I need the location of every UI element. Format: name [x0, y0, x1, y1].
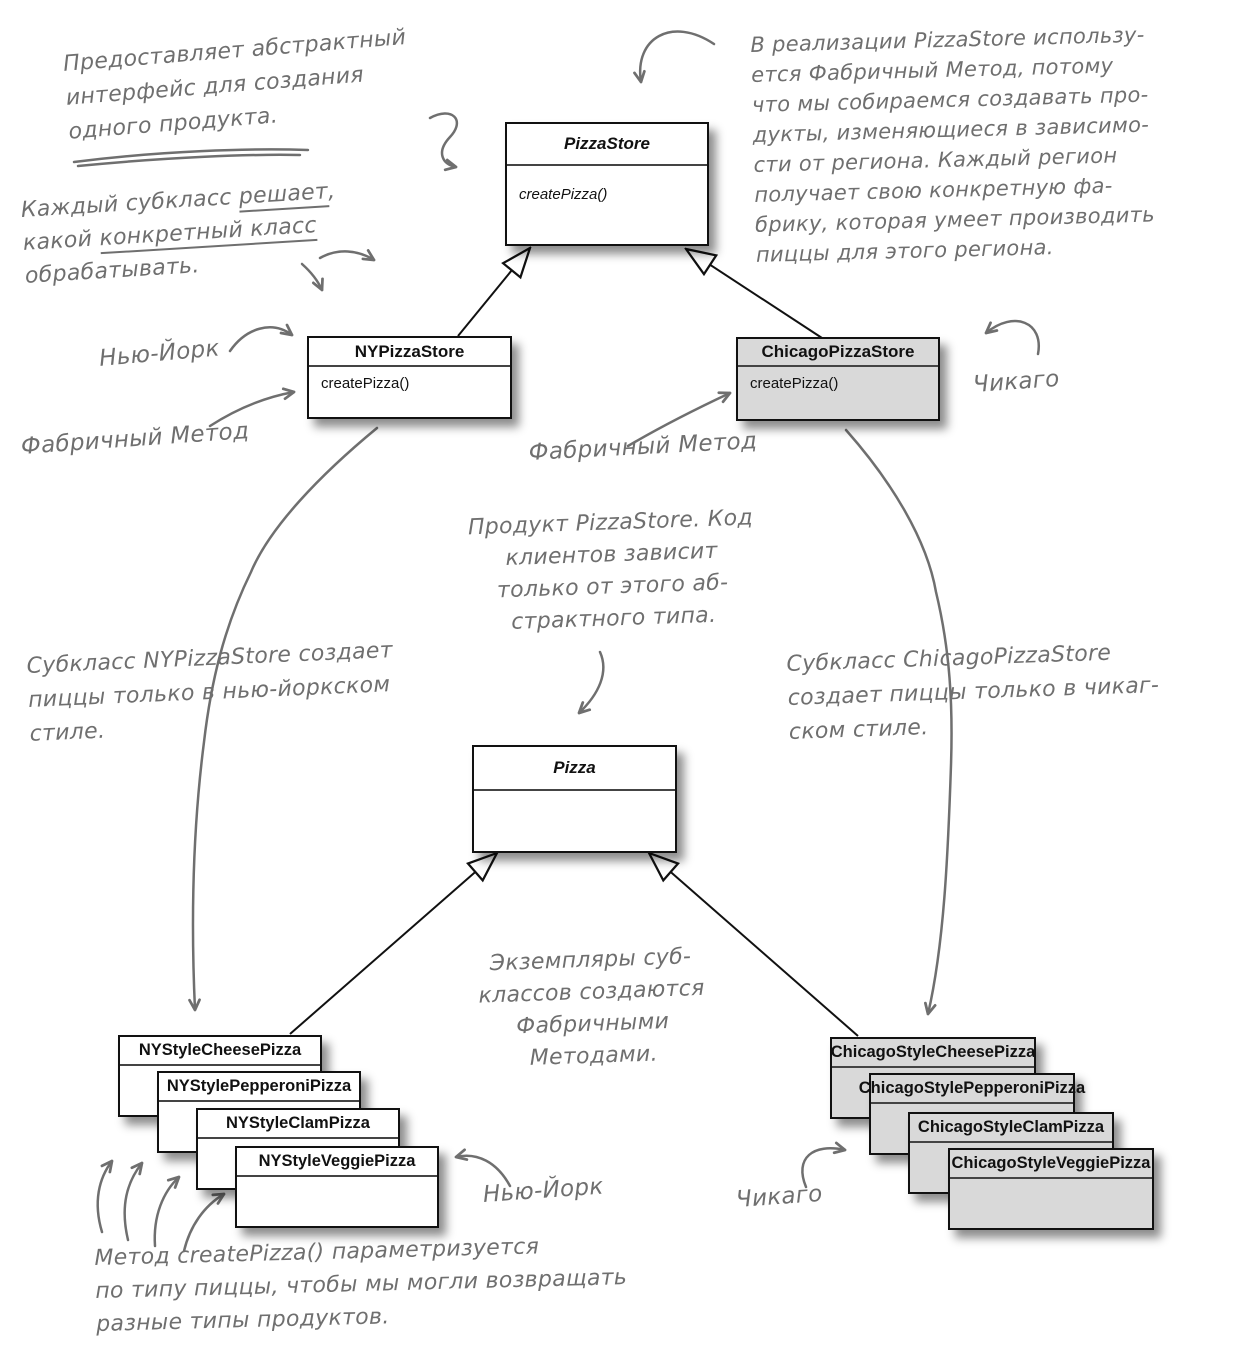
class-nystyleveggiepizza	[235, 1146, 439, 1228]
fan-arrow-1	[98, 1161, 112, 1232]
arrow-from-factoryimpl-note	[640, 32, 714, 82]
arrow-product-to-pizza	[579, 652, 603, 713]
arrow-to-pizzastore	[430, 114, 457, 167]
class-title: PizzaStore	[507, 124, 707, 166]
class-title: ChicagoStyleCheesePizza	[832, 1039, 1034, 1068]
annotation-factory-method-left: Фабричный Метод	[20, 418, 250, 460]
class-pizzastore	[505, 122, 709, 246]
class-title: NYStyleCheesePizza	[120, 1037, 320, 1066]
method-createpizza: createPizza()	[321, 375, 410, 392]
annotation-decides: Каждый субкласс решает, какой конкретный класс обрабатывать.	[20, 178, 337, 289]
annotation-chicago-label-bottom: Чикаго	[735, 1180, 824, 1213]
annotation-ny-subclass: Субкласс NYPizzaStore создает пиццы только в нью-йоркском стиле.	[26, 638, 394, 747]
fan-arrow-3	[155, 1177, 179, 1246]
class-title: ChicagoStylePepperoniPizza	[871, 1075, 1073, 1104]
annotation-instances: Экземпляры суб- классов создаются Фабричными Методами.	[478, 944, 706, 1071]
annotation-chicago-label-top: Чикаго	[972, 365, 1061, 398]
class-title: Pizza	[474, 747, 675, 791]
method-createpizza: createPizza()	[750, 375, 839, 392]
annotation-factory-impl: В реализации PizzaStore использу- ется Фабричный Метод, потому что мы собираемся создавать про- дукты, изменяющиеся в зависимо- сти от региона. Каждый регион получает свою конкретную фа- брику, которая умеет производить пиццы для этого региона.	[750, 22, 1156, 267]
class-title: ChicagoStyleVeggiePizza	[950, 1150, 1152, 1179]
annotation-factory-method-mid: Фабричный Метод	[528, 428, 758, 466]
annotation-provides: Предоставляет абстрактный интерфейс для создания одного продукта.	[62, 25, 407, 145]
inherit-line-nystore-pizzastore	[458, 248, 530, 336]
annotation-product: Продукт PizzaStore. Код клиентов зависит только от этого аб- страктного типа.	[467, 505, 754, 635]
annotation-chicago-subclass: Субкласс ChicagoPizzaStore создает пиццы только в чикаг- ском стиле.	[786, 640, 1160, 745]
annotation-ny-label-bottom: Нью-Йорк	[482, 1173, 605, 1208]
class-title: NYStyleVeggiePizza	[237, 1148, 437, 1177]
class-chicagostyleveggiepizza	[948, 1148, 1154, 1230]
arrow-nylabel-to-nystore	[230, 327, 292, 351]
class-title: NYStyleClamPizza	[198, 1110, 398, 1139]
class-pizza	[472, 745, 677, 853]
annotation-parametrized: Метод createPizza() параметризуется по типу пиццы, чтобы мы могли возвращать разные типы продуктов.	[94, 1234, 628, 1337]
class-title: NYPizzaStore	[309, 338, 510, 367]
annotation-ny-label-top: Нью-Йорк	[98, 335, 221, 372]
class-chicagopizzastore	[736, 337, 940, 421]
arrow-chicagolabel-to-store	[986, 321, 1039, 354]
class-title: NYStylePepperoniPizza	[159, 1073, 359, 1102]
class-title: ChicagoPizzaStore	[738, 339, 938, 367]
class-nypizzastore	[307, 336, 512, 419]
method-createpizza: createPizza()	[519, 186, 608, 203]
class-title: ChicagoStyleClamPizza	[910, 1114, 1112, 1143]
fan-arrow-2	[125, 1163, 142, 1240]
